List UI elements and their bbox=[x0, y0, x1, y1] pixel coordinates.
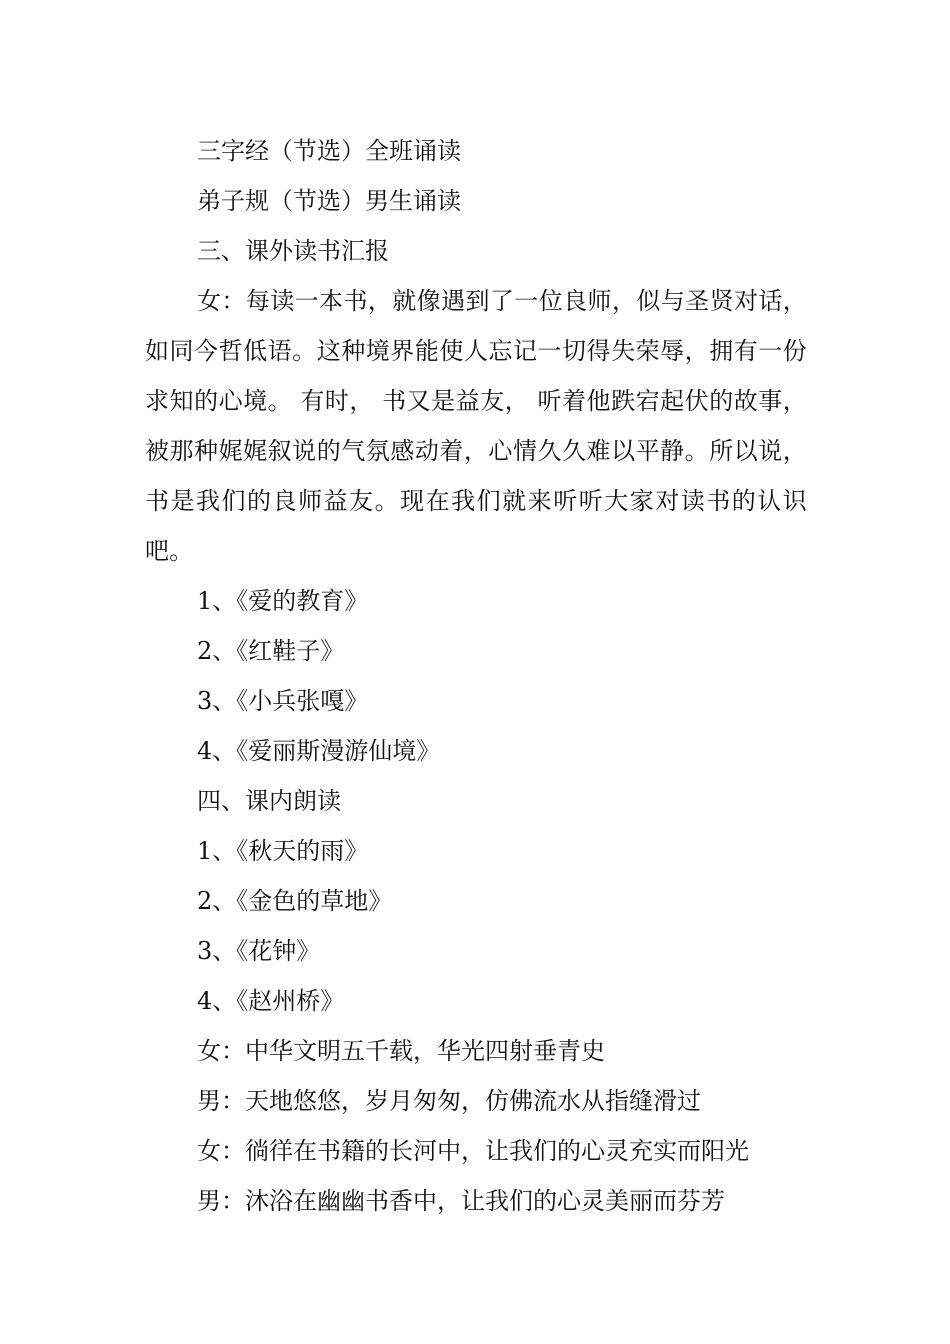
section-heading-four: 四、课内朗读 bbox=[197, 787, 341, 815]
text-line-sanzijing: 三字经（节选）全班诵读 bbox=[197, 137, 461, 165]
dialogue-line: 女：徜徉在书籍的长河中，让我们的心灵充实而阳光 bbox=[197, 1137, 749, 1165]
dialogue-line: 男：天地悠悠，岁月匆匆，仿佛流水从指缝滑过 bbox=[197, 1087, 701, 1115]
text-list-item: 2、《金色的草地》 bbox=[197, 887, 393, 915]
text-line-dizigui: 弟子规（节选）男生诵读 bbox=[197, 187, 461, 215]
book-list-item: 2、《红鞋子》 bbox=[197, 637, 345, 665]
book-list-item: 3、《小兵张嘎》 bbox=[197, 687, 369, 715]
book-list-item: 1、《爱的教育》 bbox=[197, 587, 369, 615]
document-body bbox=[145, 126, 807, 1226]
text-list-item: 4、《赵州桥》 bbox=[197, 987, 345, 1015]
dialogue-line: 男：沐浴在幽幽书香中，让我们的心灵美丽而芬芳 bbox=[197, 1187, 725, 1215]
paragraph-female-reading: 女：每读一本书，就像遇到了一位良师，似与圣贤对话，如同今哲低语。这种境界能使人忘记一切得失荣辱，拥有一份求知的心境。 有时， 书又是益友， 听着他跌宕起伏的故事，被那种娓娓叙说的气氛感动着，心情久久难以平静。所以说，书是我们的良师益友。现在我们就来听听大家对读书的认识吧。 bbox=[145, 287, 807, 565]
text-list-item: 3、《花钟》 bbox=[197, 937, 321, 965]
book-list-item: 4、《爱丽斯漫游仙境》 bbox=[197, 737, 441, 765]
section-heading-three: 三、课外读书汇报 bbox=[197, 237, 389, 265]
dialogue-line: 女：中华文明五千载，华光四射垂青史 bbox=[197, 1037, 605, 1065]
text-list-item: 1、《秋天的雨》 bbox=[197, 837, 369, 865]
